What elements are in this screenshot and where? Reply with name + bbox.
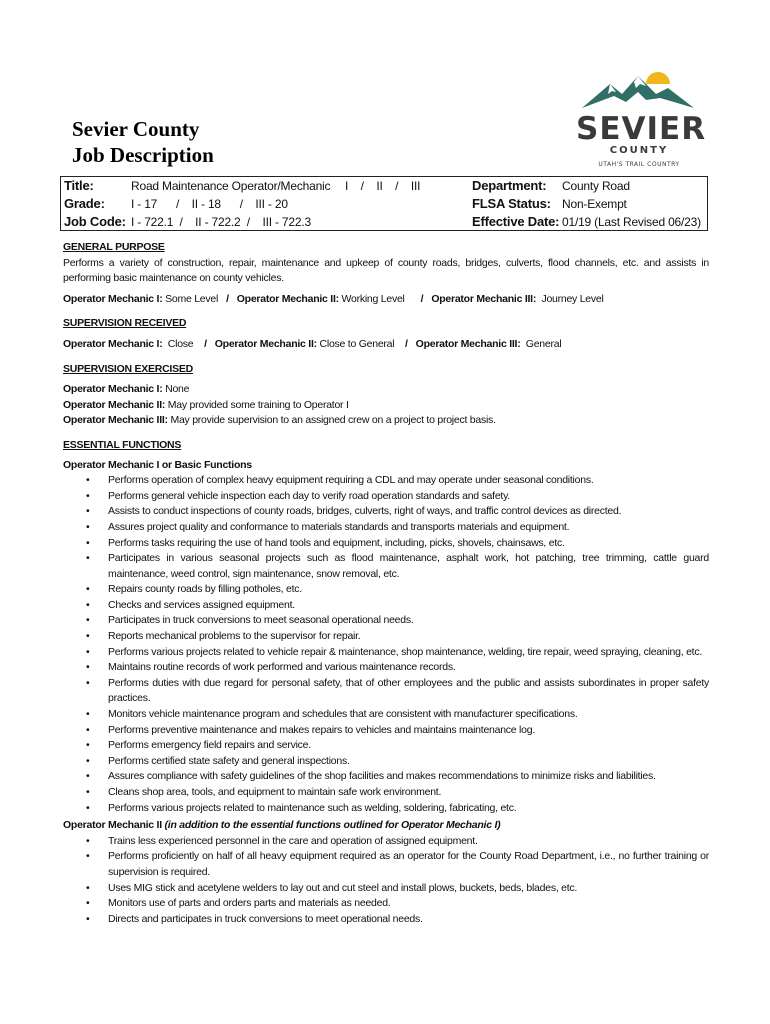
bullet-icon: • [86,834,90,847]
function-list-item [63,582,709,598]
level-label: Operator Mechanic II: [236,292,339,305]
grade-value: I - 17 / II - 18 / III - 20 [131,197,288,211]
level-label: Operator Mechanic III: [431,292,537,305]
bullet-icon: • [86,801,90,814]
title-line-1: Sevier County [72,117,200,141]
function-text: Checks and services assigned equipment. [108,598,295,611]
supervision-exercised-item [63,382,709,398]
bullet-icon: • [86,897,90,910]
bullet-icon: • [86,661,90,674]
function-list-item [63,707,709,723]
logo-county: COUNTY [609,145,669,156]
function-list-item [63,645,709,661]
title-line-2: Job Description [72,143,214,167]
function-list-item [63,489,709,505]
title-label: Title: [64,178,94,193]
function-list-item [63,801,709,817]
function-list-item [63,754,709,770]
function-text: Assures project quality and conformance to materials standards and transports materials and equipment. [108,520,570,533]
function-list-item [63,598,709,614]
jobcode-value: I - 722.1 / II - 722.2 / III - 722.3 [131,215,311,229]
group1-bullet-list [63,473,709,816]
supervision-received-levels [63,337,709,353]
group2-note: (in addition to the essential functions outlined for Operator Mechanic I) [164,819,501,832]
function-list-item [63,912,709,928]
level-sep: / [193,337,215,350]
bullet-icon: • [86,474,90,487]
function-text: Performs general vehicle inspection each day to verify road operation standards and safety. [108,489,510,502]
essential-functions-heading: ESSENTIAL FUNCTIONS [63,438,182,451]
group2-title: Operator Mechanic II [63,819,162,832]
bullet-icon: • [86,723,90,736]
department-value: County Road [562,179,630,193]
level-value: General [525,337,562,350]
department-label: Department: [472,178,547,193]
level-label: Operator Mechanic I: [63,337,163,350]
function-text: Performs tasks requiring the use of hand tools and equipment, including, picks, shovels, chainsaws, etc. [108,536,565,549]
general-purpose-levels [63,292,709,308]
group2-bullet-list [63,834,709,928]
level-sep: / [394,337,416,350]
bullet-icon: • [86,583,90,596]
function-text: Monitors use of parts and orders parts and materials as needed. [108,897,391,910]
title-value: Road Maintenance Operator/Mechanic [131,179,331,193]
function-list-item [63,504,709,520]
level-label: Operator Mechanic III: [415,337,521,350]
function-text: Performs operation of complex heavy equipment requiring a CDL and may operate under seasonal conditions. [108,474,594,487]
effective-date-value: 01/19 (Last Revised 06/23) [562,215,701,229]
function-text: Participates in various seasonal projects such as flood maintenance, asphalt work, hot patching, tree trimming, cattle guard maintenance, weed control, sign maintenance, snow removal, etc. [108,552,709,580]
function-text: Repairs county roads by filling potholes, etc. [108,583,302,596]
supervision-exercised-heading: SUPERVISION EXERCISED [63,362,193,375]
bullet-icon: • [86,786,90,798]
general-purpose-text: Performs a variety of construction, repair, maintenance and upkeep of county roads, bridges, culverts, flood channels, etc. and assists in performing basic maintenance on county vehicles. [63,256,709,285]
bullet-icon: • [86,676,90,689]
bullet-icon: • [86,505,90,518]
jobcode-label: Job Code: [64,214,126,229]
function-text: Performs various projects related to vehicle repair & maintenance, shop maintenance, welding, tire repair, weed spraying, cleaning, etc. [108,645,702,658]
document-title [72,116,214,168]
bullet-icon: • [86,614,90,627]
level-sep: / [404,292,432,305]
grade-label: Grade: [64,196,105,211]
function-text: Reports mechanical problems to the supervisor for repair. [108,630,361,643]
level-value: Journey Level [541,292,604,305]
group2-title-line [63,818,709,834]
function-list-item [63,536,709,552]
document-body [63,240,709,927]
bullet-icon: • [86,489,90,502]
function-list-item [63,629,709,645]
function-list-item [63,676,709,707]
function-list-item [63,834,709,850]
function-list-item [63,881,709,897]
effective-date-label: Effective Date: [472,214,560,229]
function-text: Performs various projects related to maintenance such as welding, soldering, fabricating, etc. [108,801,517,814]
function-list-item [63,769,709,785]
function-text: Performs certified state safety and general inspections. [108,754,350,767]
bullet-icon: • [86,520,90,533]
function-list-item [63,520,709,536]
function-text: Maintains routine records of work performed and various maintenance records. [108,661,456,674]
bullet-icon: • [86,912,90,925]
function-list-item [63,738,709,754]
function-text: Participates in truck conversions to meet seasonal operational needs. [108,614,414,627]
function-text: Assists to conduct inspections of county roads, bridges, culverts, right of ways, and traffic control devices as directed. [108,505,622,518]
level-sep: / [218,292,237,305]
function-list-item [63,785,709,801]
logo-word: SEVIER [576,111,707,147]
function-text: Performs emergency field repairs and service. [108,739,311,752]
supervision-exercised-item [63,413,709,429]
level-value: Some Level [165,292,219,305]
function-text: Uses MIG stick and acetylene welders to lay out and cut steel and install plows, buckets, beds, blades, etc. [108,881,578,894]
bullet-icon: • [86,754,90,767]
item-value: May provide supervision to an assigned crew on a project to project basis. [170,414,496,427]
item-label: Operator Mechanic II: [63,398,166,411]
function-list-item [63,473,709,489]
level-value: Close to General [319,337,395,350]
function-text: Trains less experienced personnel in the care and operation of assigned equipment. [108,834,478,847]
sevier-county-logo [576,70,707,174]
bullet-icon: • [86,598,90,611]
function-text: Cleans shop area, tools, and equipment to maintain safe work environment. [108,786,442,798]
bullet-icon: • [86,739,90,752]
logo-tagline: UTAH'S TRAIL COUNTRY [598,161,680,168]
job-info-box [60,176,708,231]
supervision-received-heading: SUPERVISION RECEIVED [63,317,187,330]
function-text: Performs preventive maintenance and makes repairs to vehicles and maintains maintenance log. [108,723,535,736]
bullet-icon: • [86,708,90,721]
mountain-sun-emblem [576,70,702,114]
function-text: Performs duties with due regard for personal safety, that of other employees and the public and assists subordinates in proper safety practices. [108,676,709,705]
title-levels: I / II / III [345,179,421,193]
bullet-icon: • [86,770,90,783]
flsa-value: Non-Exempt [562,197,627,211]
bullet-icon: • [86,645,90,658]
function-list-item [63,723,709,739]
item-label: Operator Mechanic I: [63,383,163,396]
flsa-label: FLSA Status: [472,196,551,211]
function-text: Performs proficiently on half of all heavy equipment required as an operator for the County Road Department, i.e., no further training or supervision is required. [108,850,709,878]
function-list-item [63,551,709,582]
function-text: Directs and participates in truck conversions to meet operational needs. [108,912,423,925]
group1-title: Operator Mechanic I or Basic Functions [63,458,252,471]
bullet-icon: • [86,552,90,565]
bullet-icon: • [86,850,90,863]
bullet-icon: • [86,881,90,894]
function-list-item [63,660,709,676]
function-list-item [63,849,709,880]
level-value: Close [167,337,194,350]
function-text: Monitors vehicle maintenance program and schedules that are consistent with manufacturer specifications. [108,708,578,721]
supervision-exercised-item [63,398,709,414]
level-label: Operator Mechanic I: [63,292,163,305]
item-value: None [165,383,190,396]
bullet-icon: • [86,630,90,643]
function-text: Assures compliance with safety guidelines of the shop facilities and makes recommendations to minimize risks and liabilities. [108,770,656,783]
item-label: Operator Mechanic III: [63,414,168,427]
item-value: May provided some training to Operator I [167,398,349,411]
bullet-icon: • [86,536,90,549]
level-value: Working Level [341,292,405,305]
level-label: Operator Mechanic II: [214,337,317,350]
function-list-item [63,896,709,912]
general-purpose-heading: GENERAL PURPOSE [63,241,165,253]
function-list-item [63,613,709,629]
